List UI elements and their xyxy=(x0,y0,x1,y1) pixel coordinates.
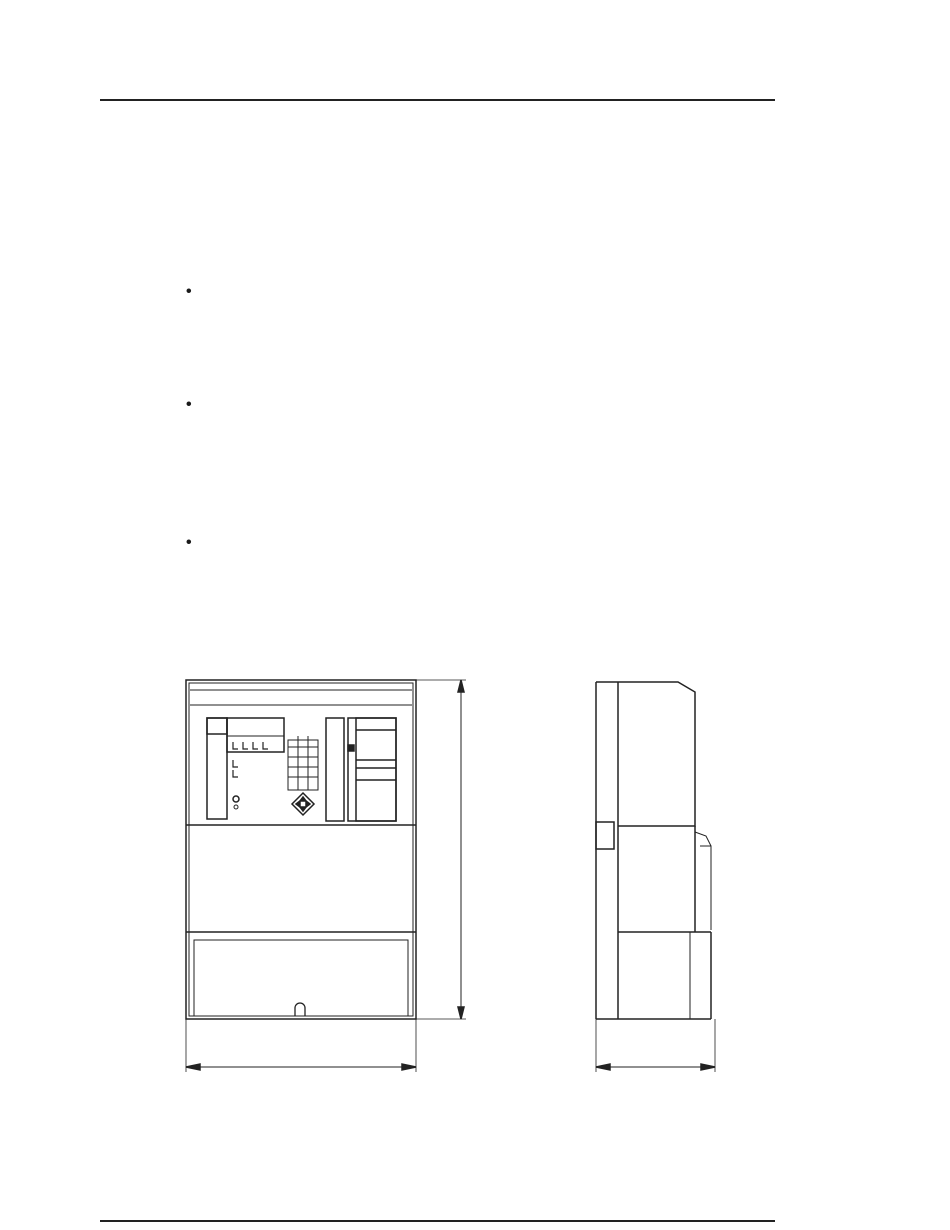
display-panel xyxy=(207,718,227,819)
bullet: • xyxy=(186,283,192,300)
keypad xyxy=(288,736,318,790)
navigation-cross-icon xyxy=(292,793,314,815)
side-view-housing xyxy=(596,682,695,826)
front-view-housing xyxy=(186,680,416,1019)
printer-module xyxy=(326,718,344,821)
battery-compartment xyxy=(194,940,408,1016)
bullet: • xyxy=(186,534,192,551)
bullet: • xyxy=(186,396,192,413)
footer-rule xyxy=(100,1220,775,1222)
key-icon xyxy=(233,796,239,802)
